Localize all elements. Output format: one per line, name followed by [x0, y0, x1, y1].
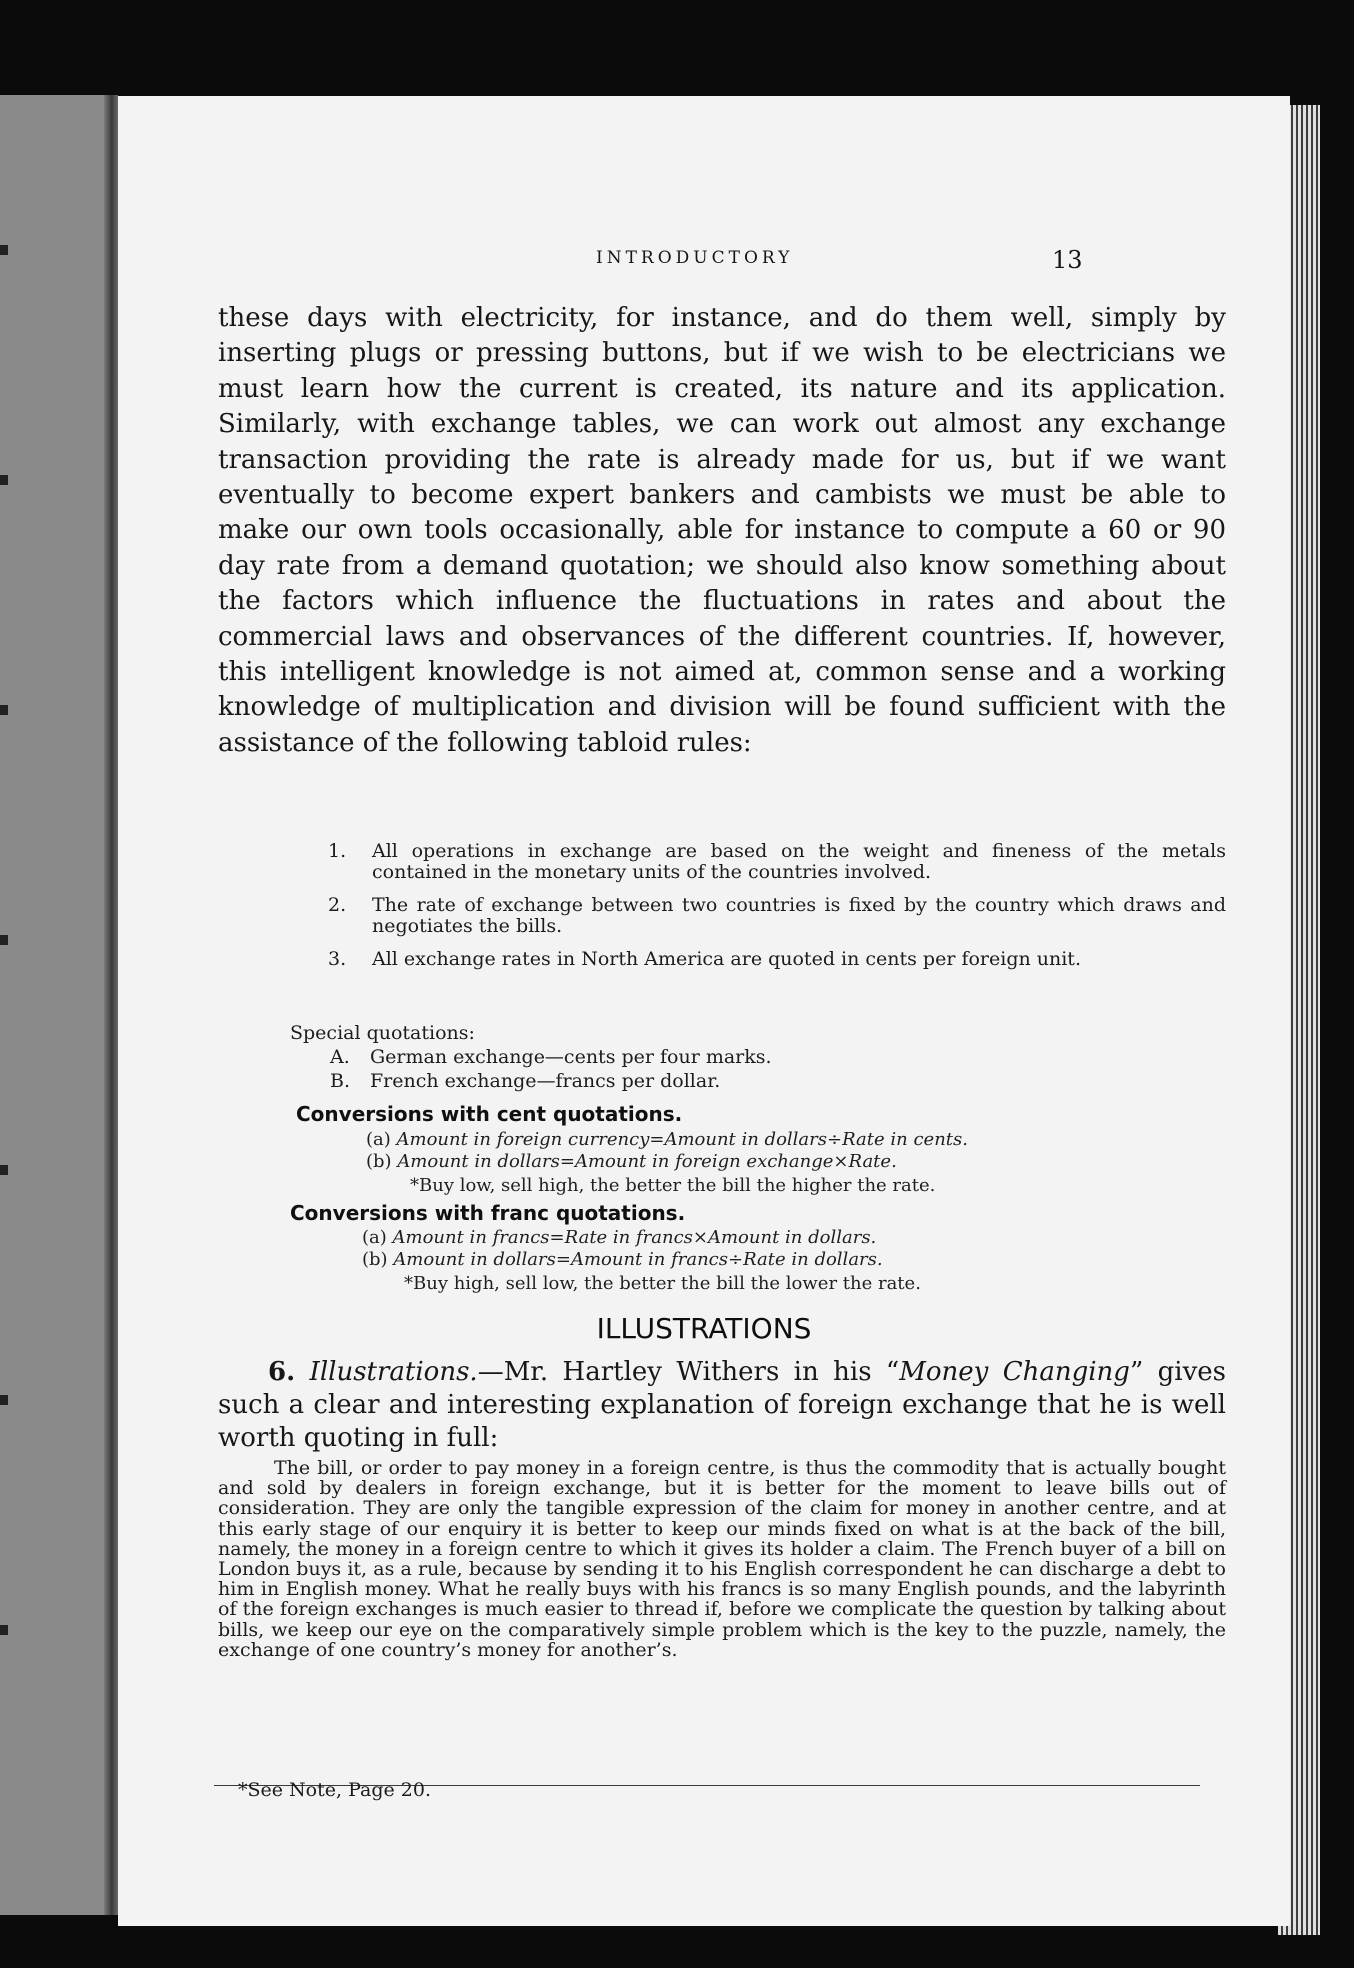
rule-text: The rate of exchange between two countries is fixed by the country which draws and negotiates the bills. — [372, 894, 1226, 937]
formula-label: (a) — [366, 1129, 391, 1150]
rule-text: All operations in exchange are based on the weight and fineness of the metals contained in the monetary units of the countries involved. — [372, 840, 1226, 883]
body-paragraph: these days with electricity, for instance, and do them well, simply by inserting plugs or pressing buttons, but if we wish to be electricians we must learn how the current is created, its nature and its application. Similarly, with exchange tables, we can work out almost any exchange transaction providing the rate is already made for us, but if we want eventually to become expert bankers and cambists we must be able to make our own tools occasionally, able for instance to compute a 60 or 90 day rate from a demand quotation; we should also know something about the factors which influence the fluctuations in rates and about the commercial laws and observances of the different countries. If, however, this intelligent knowledge is not aimed at, common sense and a working knowledge of multiplication and division will be found sufficient with the assistance of the following tabloid rules: — [218, 303, 1226, 758]
formula-text: Amount in dollars=Amount in foreign exchange×Rate. — [397, 1151, 897, 1172]
book-title: Money Changing — [899, 1357, 1130, 1387]
section-lead: Illustrations. — [309, 1357, 478, 1387]
running-title: INTRODUCTORY — [596, 248, 794, 268]
book-page — [118, 96, 1290, 1926]
left-page-marks — [0, 95, 8, 1915]
cent-conversions-heading: Conversions with cent quotations. — [296, 1102, 683, 1126]
cent-rule-note: *Buy low, sell high, the better the bill the higher the rate. — [410, 1175, 936, 1196]
section-text-after: ” gives such a clear and interesting explanation of foreign exchange that he is well worth quoting in full: — [218, 1357, 1226, 1453]
special-text: French exchange—francs per dollar. — [370, 1070, 721, 1092]
franc-formula-b — [362, 1249, 883, 1271]
cent-formula-b — [366, 1151, 897, 1173]
franc-rule-note: *Buy high, sell low, the better the bill the lower the rate. — [404, 1273, 921, 1294]
section-6-paragraph — [218, 1356, 1226, 1455]
special-text: German exchange—cents per four marks. — [370, 1046, 772, 1068]
special-heading: Special quotations: — [290, 1022, 475, 1044]
book-gutter — [104, 95, 118, 1915]
franc-conversions-heading: Conversions with franc quotations. — [290, 1201, 686, 1225]
formula-text: Amount in dollars=Amount in francs÷Rate in dollars. — [393, 1249, 883, 1270]
rule-item — [328, 949, 1226, 970]
special-item — [330, 1069, 772, 1093]
rule-text: All exchange rates in North America are quoted in cents per foreign unit. — [372, 948, 1081, 970]
formula-text: Amount in foreign currency=Amount in dollars÷Rate in cents. — [396, 1129, 968, 1150]
rule-item — [328, 841, 1226, 883]
page-header — [118, 248, 1290, 282]
formula-text: Amount in francs=Rate in francs×Amount in dollars. — [392, 1227, 877, 1248]
section-number: 6. — [268, 1357, 296, 1387]
formula-label: (b) — [362, 1249, 388, 1270]
illustrations-heading: ILLUSTRATIONS — [596, 1312, 812, 1345]
rule-number: 2. — [328, 894, 347, 916]
page-number: 13 — [1052, 246, 1083, 274]
section-text-before: —Mr. Hartley Withers in his “ — [477, 1357, 900, 1387]
block-quote: The bill, or order to pay money in a foreign centre, is thus the commodity that is actually bought and sold by dealers in foreign exchange, but it is better for the moment to leave bills out of consideration. They are only the tangible expression of the claim for money in another centre, and at this early stage of our enquiry it is better to keep our minds fixed on what is at the back of the bill, namely, the money in a foreign centre to which it gives its holder a claim. The French buyer of a bill on London buys it, as a rule, because by sending it to his English correspondent he can discharge a debt to him in English money. What he really buys with his francs is so many English pounds, and the labyrinth of the foreign exchanges is much easier to thread if, before we complicate the question by talking about bills, we keep our eye on the comparatively simple problem which is the key to the puzzle, namely, the exchange of one country’s money for another’s. — [218, 1457, 1226, 1661]
left-page-edge — [0, 95, 118, 1915]
special-letter: B. — [330, 1070, 351, 1092]
footnote: *See Note, Page 20. — [238, 1779, 431, 1801]
franc-formula-a — [362, 1227, 876, 1249]
rule-number: 1. — [328, 840, 347, 862]
special-item — [330, 1045, 772, 1069]
formula-label: (b) — [366, 1151, 392, 1172]
special-letter: A. — [330, 1046, 350, 1068]
formula-label: (a) — [362, 1227, 387, 1248]
rule-item — [328, 895, 1226, 937]
rules-list — [328, 841, 1226, 982]
rule-number: 3. — [328, 948, 347, 970]
cent-formula-a — [366, 1129, 968, 1151]
special-quotations — [290, 1021, 772, 1093]
